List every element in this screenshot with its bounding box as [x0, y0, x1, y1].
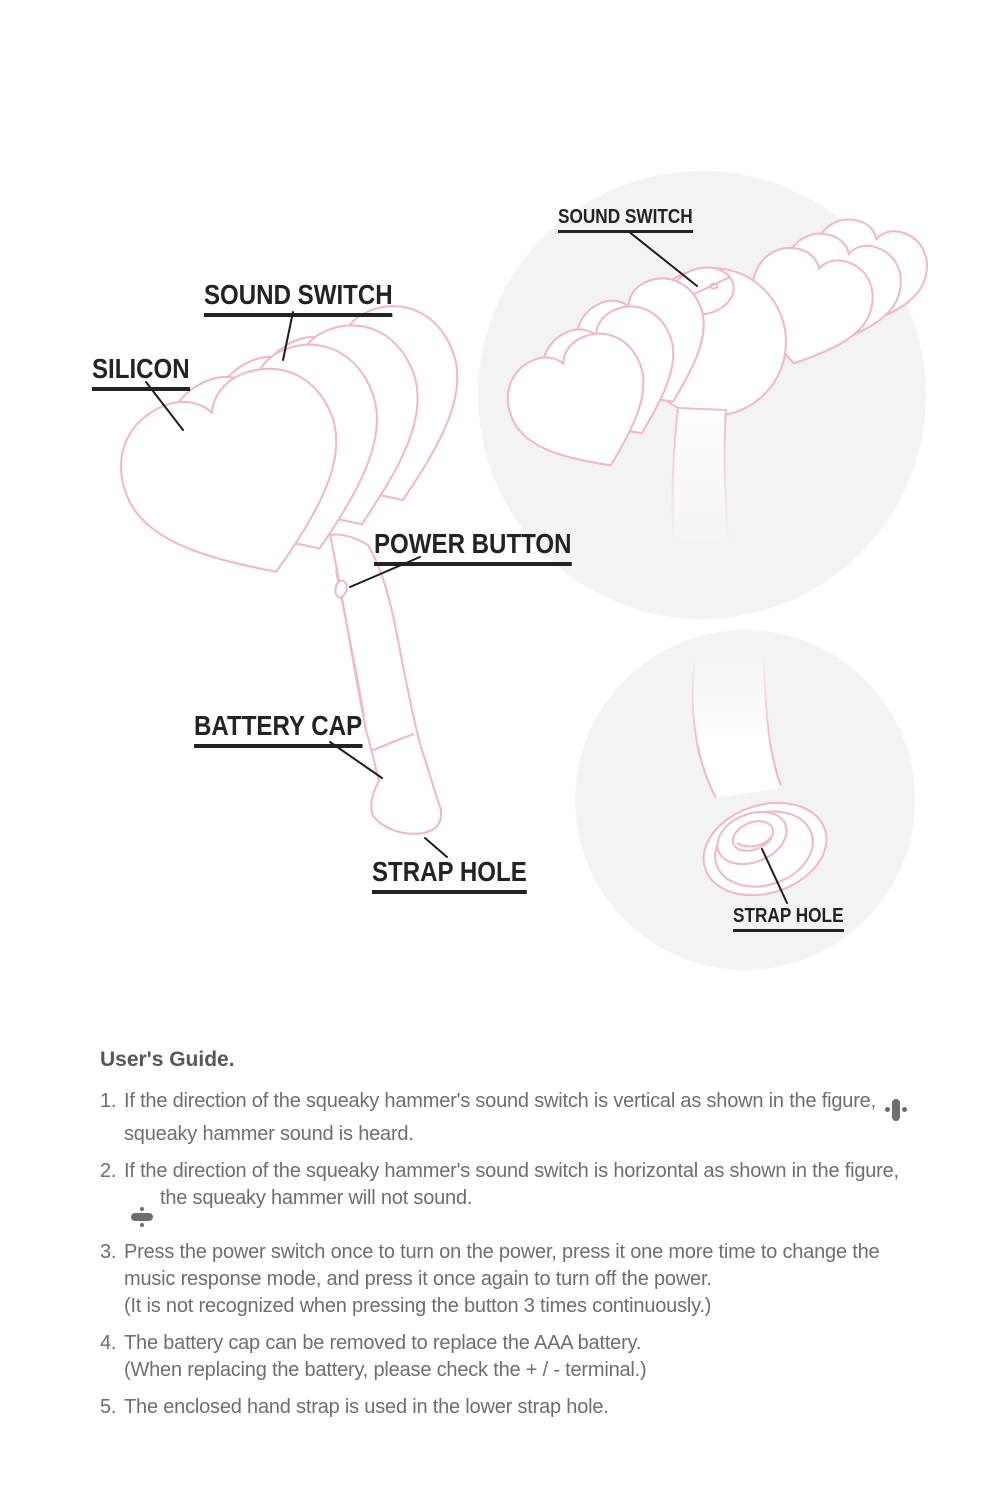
- guide-item-number: 4.: [100, 1331, 117, 1354]
- users-guide-title: User's Guide.: [100, 1048, 235, 1071]
- guide-item-number: 2.: [100, 1159, 117, 1182]
- guide-item-number: 5.: [100, 1395, 117, 1418]
- guide-item: [100, 1330, 934, 1384]
- guide-item-number: 3.: [100, 1240, 117, 1263]
- guide-item: [100, 1158, 934, 1229]
- guide-item-note: (When replacing the battery, please check the + / - terminal.): [124, 1358, 647, 1381]
- hammer-handle: [330, 535, 441, 834]
- leader-line-strap-hole: [425, 838, 447, 857]
- guide-item-text: If the direction of the squeaky hammer's sound switch is horizontal as shown in the figure, the squeaky hammer will not sound.: [124, 1158, 934, 1229]
- label-strap-hole: STRAP HOLE: [372, 858, 527, 894]
- sound-switch-horizontal-icon: [131, 1205, 153, 1229]
- guide-item: [100, 1394, 934, 1421]
- guide-item-text: Press the power switch once to turn on the power, press it one more time to change the music response mode, and press it once again to turn off the power. (It is not recognized when pressing the button 3 times continuously.): [124, 1239, 934, 1320]
- users-guide-list: [100, 1088, 934, 1421]
- guide-item: [100, 1088, 934, 1148]
- sound-switch-vertical-icon: [883, 1099, 909, 1121]
- guide-item-note: (It is not recognized when pressing the button 3 times continuously.): [124, 1294, 712, 1317]
- label-strap-hole-detail: STRAP HOLE: [733, 906, 844, 932]
- guide-item: [100, 1239, 934, 1320]
- label-sound-switch-detail: SOUND SWITCH: [558, 207, 693, 233]
- label-battery-cap: BATTERY CAP: [194, 712, 362, 748]
- users-guide-section: [100, 1048, 934, 1431]
- guide-item-number: 1.: [100, 1090, 117, 1112]
- guide-item-text: The battery cap can be removed to replace the AAA battery. (When replacing the battery, please check the + / - terminal.): [124, 1330, 934, 1384]
- guide-item-text: The enclosed hand strap is used in the lower strap hole.: [124, 1395, 609, 1418]
- guide-item-text: If the direction of the squeaky hammer's sound switch is vertical as shown in the figure, squeaky hammer sound is heard.: [124, 1088, 934, 1148]
- label-silicon: SILICON: [92, 355, 190, 391]
- label-power-button: POWER BUTTON: [374, 530, 572, 566]
- label-sound-switch: SOUND SWITCH: [204, 281, 393, 317]
